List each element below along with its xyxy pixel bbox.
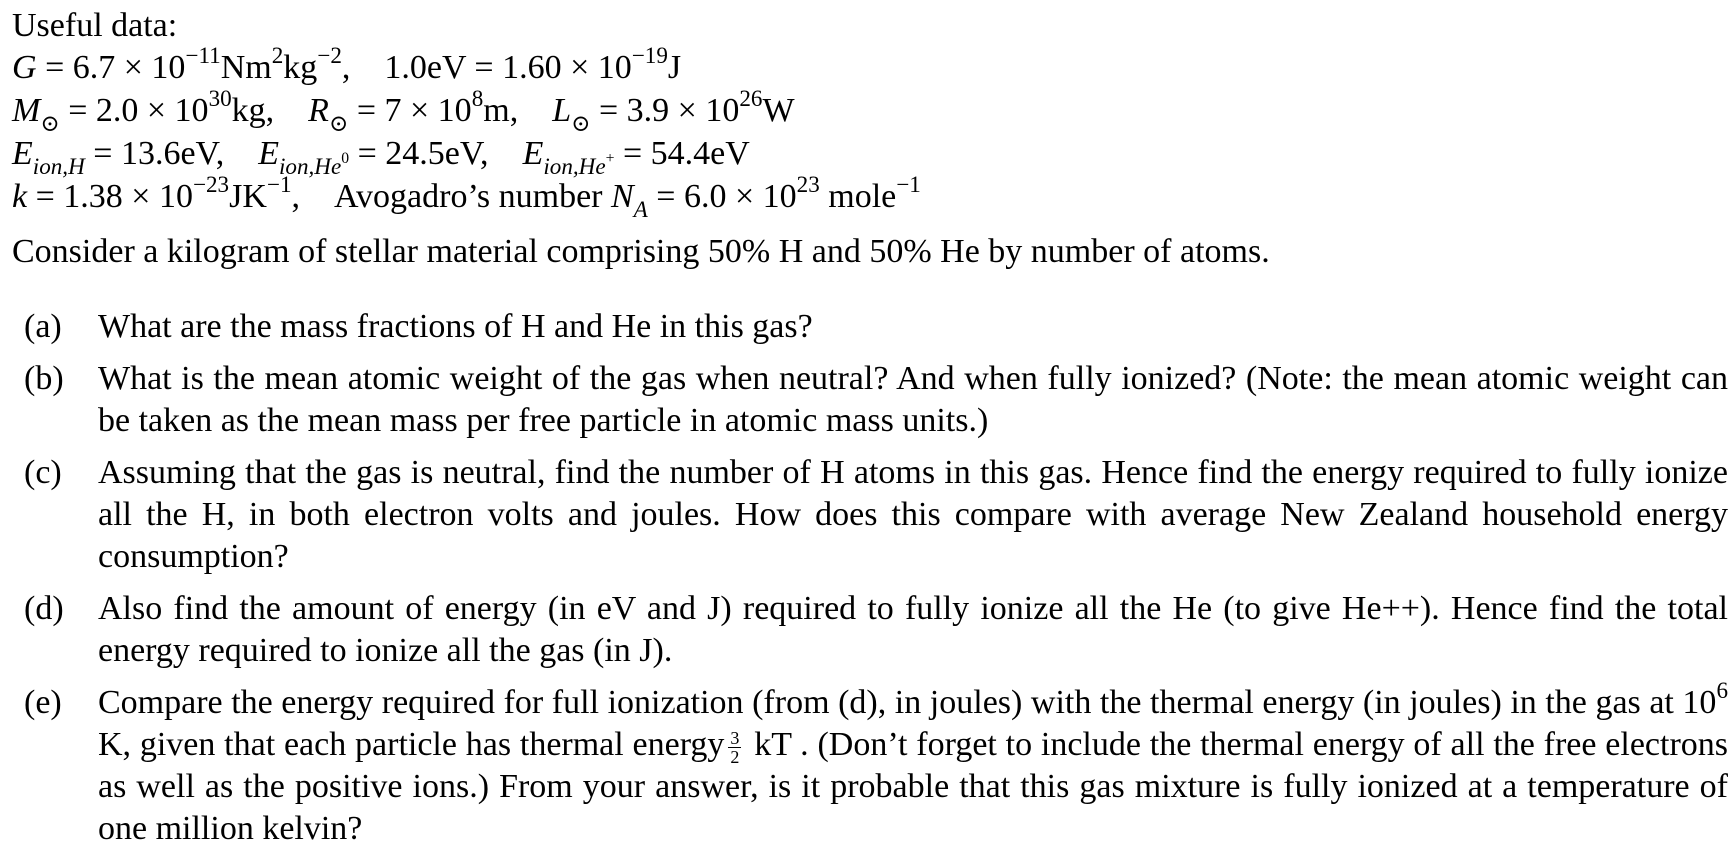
- gravitational-constant-unit-2: kg: [283, 49, 318, 86]
- fraction-numerator: 3: [730, 727, 740, 748]
- separator: ,: [341, 49, 351, 86]
- helium-ion-ionization-charge: +: [605, 150, 615, 168]
- gravitational-constant-unit-exponent-2: −2: [317, 43, 342, 70]
- question-label: (c): [24, 454, 62, 491]
- question-text-part-3: kT . (Don’t forget to include the thermal energy of all the free electrons as well as the positive ions.) From your answer, is it probable that this gas mixture is fully ionized at a temperature of one million kelvin?: [98, 726, 1728, 847]
- constants-line-1: [12, 43, 1712, 89]
- gravitational-constant-exponent: −11: [185, 43, 221, 70]
- avogadro-exponent: 23: [796, 172, 820, 199]
- question-text-part-2: K, given that each particle has thermal energy: [98, 726, 725, 763]
- three-halves-fraction: [728, 729, 741, 766]
- solar-mass-value: = 2.0 × 10: [59, 92, 209, 129]
- avogadro-unit: mole: [819, 178, 897, 215]
- solar-radius-value: = 7 × 10: [348, 92, 472, 129]
- avogadro-subscript: A: [633, 196, 648, 223]
- solar-mass-symbol: M: [12, 92, 41, 129]
- gravitational-constant-value: = 6.7 × 10: [36, 49, 186, 86]
- helium-neutral-ionization-charge: 0: [341, 150, 350, 168]
- avogadro-unit-exponent: −1: [896, 172, 921, 199]
- helium-ion-ionization-subscript: ion,He: [543, 153, 606, 180]
- question-label: (d): [24, 590, 64, 627]
- avogadro-value: = 6.0 × 10: [647, 178, 797, 215]
- solar-radius-exponent: 8: [471, 86, 484, 113]
- electron-volt-exponent: −19: [631, 43, 668, 70]
- question-text: Also find the amount of energy (in eV and J) required to fully ionize all the He (to give He++). Hence find the total energy required to ionize all the gas (in J).: [98, 590, 1728, 669]
- solar-luminosity-unit: W: [762, 92, 795, 129]
- question-list: [24, 306, 1736, 850]
- constants-line-4: [12, 172, 1712, 223]
- gravitational-constant-unit: Nm: [220, 49, 272, 86]
- solar-luminosity-subscript: ⊙: [571, 110, 591, 137]
- separator: ,: [291, 178, 300, 215]
- helium-ion-ionization-symbol: E: [522, 135, 544, 172]
- question-label: (a): [24, 308, 62, 345]
- problem-intro: Consider a kilogram of stellar material comprising 50% H and 50% He by number of atoms.: [12, 233, 1270, 270]
- helium-neutral-ionization-symbol: E: [258, 135, 279, 172]
- gravitational-constant-symbol: G: [12, 49, 37, 86]
- helium-neutral-ionization-subscript: ion,He: [279, 153, 342, 180]
- helium-ion-ionization-value: = 54.4eV: [614, 135, 750, 172]
- problem-sheet: [12, 6, 1728, 860]
- question-text: What is the mean atomic weight of the gas when neutral? And when fully ionized? (Note: the mean atomic weight can be taken as the mean mass per free particle in atomic mass units.): [98, 360, 1728, 439]
- electron-volt-unit: J: [667, 49, 682, 86]
- electron-volt-conversion: 1.0eV = 1.60 × 10: [384, 49, 632, 86]
- solar-luminosity-exponent: 26: [739, 86, 763, 113]
- constants-line-2: [12, 86, 1712, 137]
- fraction-denominator: 2: [730, 746, 740, 767]
- hydrogen-ionization-value: = 13.6eV,: [84, 135, 225, 172]
- constants-line-3: [12, 132, 1712, 180]
- boltzmann-constant-symbol: k: [12, 178, 28, 215]
- hydrogen-ionization-symbol: E: [12, 135, 33, 172]
- hydrogen-ionization-subscript: ion,H: [32, 153, 85, 180]
- gravitational-constant-unit-exponent-1: 2: [271, 43, 284, 70]
- solar-mass-subscript: ⊙: [40, 110, 60, 137]
- boltzmann-constant-unit-exponent: −1: [266, 172, 292, 199]
- boltzmann-constant-value: = 1.38 × 10: [27, 178, 193, 215]
- question-label: (e): [24, 684, 62, 721]
- solar-radius-unit: m,: [483, 92, 519, 129]
- boltzmann-constant-unit: JK: [229, 178, 267, 215]
- question-text: Assuming that the gas is neutral, find the number of H atoms in this gas. Hence find the energy required to fully ionize all the H, in both electron volts and joules. How does this compare with average New Zealand household energy consumption?: [98, 454, 1728, 575]
- solar-mass-unit: kg,: [231, 92, 275, 129]
- avogadro-symbol: N: [610, 178, 634, 215]
- question-label: (b): [24, 360, 64, 397]
- boltzmann-constant-exponent: −23: [192, 172, 230, 199]
- question-text: [98, 678, 1728, 850]
- question-e: [24, 678, 1736, 850]
- solar-luminosity-value: = 3.9 × 10: [590, 92, 740, 129]
- question-text: What are the mass fractions of H and He in this gas?: [98, 308, 813, 345]
- temperature-exponent: 6: [1716, 678, 1728, 705]
- question-text-part-1: Compare the energy required for full ionization (from (d), in joules) with the thermal energy (in joules) in the gas at 10: [98, 684, 1717, 721]
- useful-data-heading: Useful data:: [12, 7, 178, 44]
- helium-neutral-ionization-value: = 24.5eV,: [349, 135, 489, 172]
- solar-radius-subscript: ⊙: [328, 110, 349, 137]
- avogadro-label: Avogadro’s number: [334, 178, 611, 215]
- question-d: [24, 588, 1736, 672]
- question-b: [24, 358, 1736, 442]
- solar-mass-exponent: 30: [208, 86, 232, 113]
- solar-radius-symbol: R: [308, 92, 329, 129]
- question-a: [24, 306, 1736, 348]
- solar-luminosity-symbol: L: [552, 92, 572, 129]
- question-c: [24, 452, 1736, 578]
